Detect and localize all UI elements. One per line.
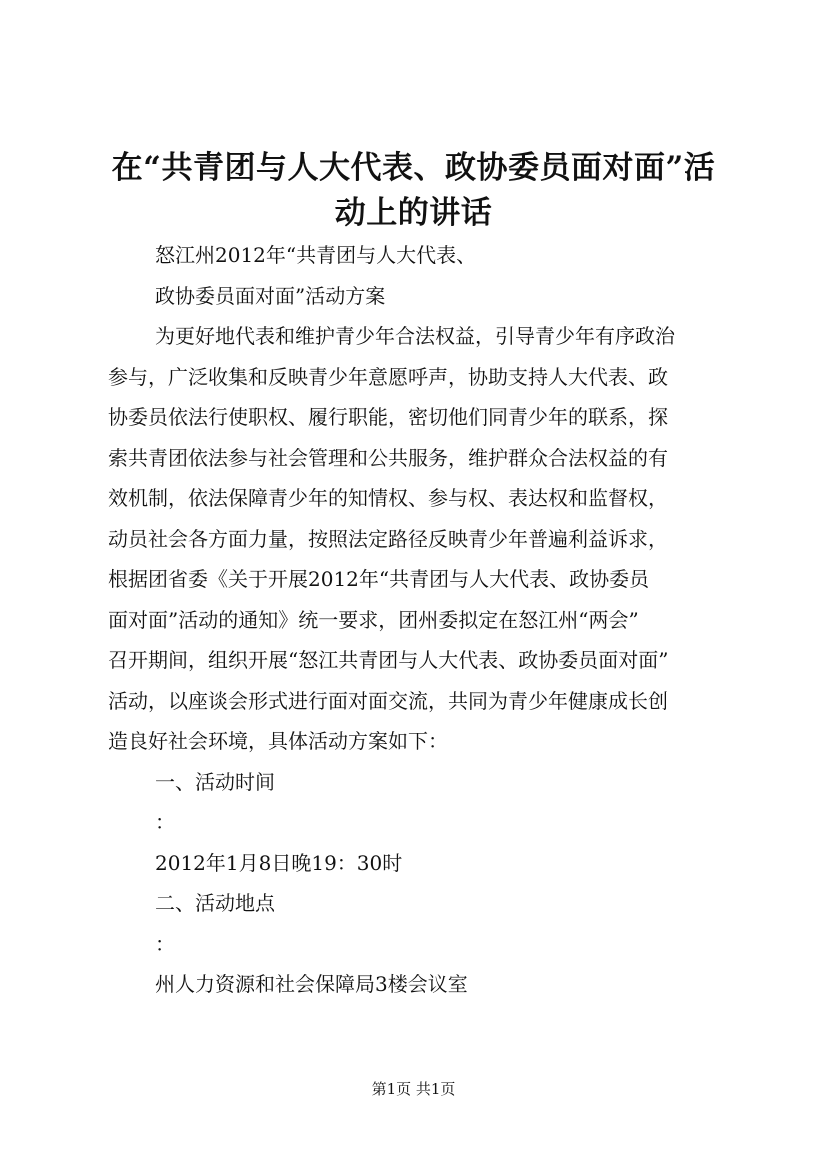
body-line: 索共青团依法参与社会管理和公共服务，维护群众合法权益的有 (108, 445, 668, 470)
body-line: 活动，以座谈会形式进行面对面交流，共同为青少年健康成长创 (108, 688, 668, 713)
title-line-1: 在“共青团与人大代表、政协委员面对面”活 (111, 150, 716, 186)
body-line: 面对面”活动的通知》统一要求，团州委拟定在怒江州“两会” (108, 607, 639, 632)
body-line: 动员社会各方面力量，按照法定路径反映青少年普遍利益诉求， (108, 526, 668, 551)
section-heading: 一、活动时间 (155, 769, 275, 794)
body-line: 政协委员面对面”活动方案 (155, 283, 386, 308)
body-line: 参与，广泛收集和反映青少年意愿呼声，协助支持人大代表、政 (108, 364, 668, 389)
document-title (80, 146, 747, 236)
title-line-2: 动上的讲话 (334, 195, 493, 231)
body-line: 怒江州2012年“共青团与人大代表、 (155, 243, 477, 267)
body-line: 效机制，依法保障青少年的知情权、参与权、表达权和监督权， (108, 486, 668, 510)
body-line: 根据团省委《关于开展2012年“共青团与人大代表、政协委员 (108, 567, 650, 591)
body-line: 2012年1月8日晚19：30时 (155, 850, 403, 875)
body-line: ： (155, 810, 175, 834)
body-line: 为更好地代表和维护青少年合法权益，引导青少年有序政治 (155, 324, 675, 348)
body-line: 造良好社会环境，具体活动方案如下： (108, 729, 448, 753)
body-line: 协委员依法行使职权、履行职能，密切他们同青少年的联系，探 (108, 405, 668, 429)
body-line: 州人力资源和社会保障局3楼会议室 (155, 972, 468, 996)
page-footer: 第1页 共1页 (371, 1080, 456, 1098)
body-line: ： (155, 931, 175, 956)
document-body (108, 235, 744, 1005)
body-line: 召开期间，组织开展“怒江共青团与人大代表、政协委员面对面” (108, 648, 669, 672)
section-heading: 二、活动地点 (155, 891, 275, 915)
